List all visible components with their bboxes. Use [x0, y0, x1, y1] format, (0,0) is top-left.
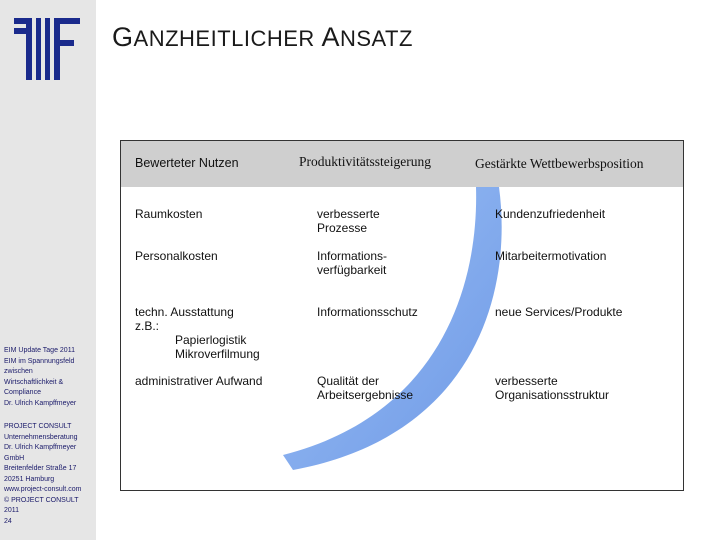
cell-kundenzufriedenheit: Kundenzufriedenheit: [495, 207, 606, 221]
sidebar-line: Unternehmensberatung: [4, 433, 78, 441]
sidebar-line: EIM Update Tage 2011: [4, 347, 75, 354]
sidebar-line: © PROJECT CONSULT: [4, 496, 79, 504]
sidebar-event-info: [4, 346, 94, 409]
sidebar-line: 2011: [4, 507, 20, 514]
cell-informationsverfuegbarkeit: Informations- verfügbarkeit: [317, 249, 388, 277]
cell-verbesserte-prozesse: verbesserte Prozesse: [317, 207, 380, 235]
sidebar-line: GmbH: [4, 454, 25, 462]
sidebar-line: Compliance: [4, 389, 41, 396]
cell-mitarbeitermotivation: Mitarbeitermotivation: [495, 249, 607, 263]
header-produktivitaet: Produktivitätssteigerung: [299, 154, 431, 169]
sidebar-line: Breitenfelder Straße 17: [4, 465, 77, 472]
company-logo-icon: [14, 18, 80, 80]
cell-raumkosten: Raumkosten: [135, 207, 203, 221]
sidebar-line: zwischen: [4, 368, 33, 375]
cell-personalkosten: Personalkosten: [135, 249, 218, 263]
sidebar-line: EIM im Spannungsfeld: [4, 357, 75, 365]
sidebar-line: PROJECT CONSULT: [4, 423, 72, 430]
cell-informationsschutz: Informationsschutz: [317, 305, 418, 319]
cell-qualitaet: Qualität der Arbeitsergebnisse: [317, 374, 414, 402]
sidebar-company-info: [4, 422, 94, 527]
benefits-table: [120, 140, 684, 491]
sidebar-line: Wirtschaftlichkeit &: [4, 378, 64, 386]
header-bewerteter-nutzen: Bewerteter Nutzen: [135, 156, 239, 170]
header-wettbewerb: Gestärkte Wettbewerbsposition: [475, 156, 644, 171]
cell-neue-services: neue Services/Produkte: [495, 305, 623, 319]
cell-admin-aufwand: administrativer Aufwand: [135, 374, 263, 388]
sidebar-line: Dr. Ulrich Kampffmeyer: [4, 399, 77, 407]
sidebar-line: 20251 Hamburg: [4, 475, 55, 483]
sidebar-line: Dr. Ulrich Kampffmeyer: [4, 444, 77, 451]
cell-techn-ausstattung: techn. Ausstattung z.B.: Papierlogistik Mikroverfilmung: [135, 305, 260, 361]
page-title: GANZHEITLICHER ANSATZ: [112, 22, 413, 52]
cell-organisationsstruktur: verbesserte Organisationsstruktur: [495, 374, 610, 402]
sidebar-line: 24: [4, 517, 12, 525]
sidebar-line: www.project-consult.com: [4, 486, 82, 493]
